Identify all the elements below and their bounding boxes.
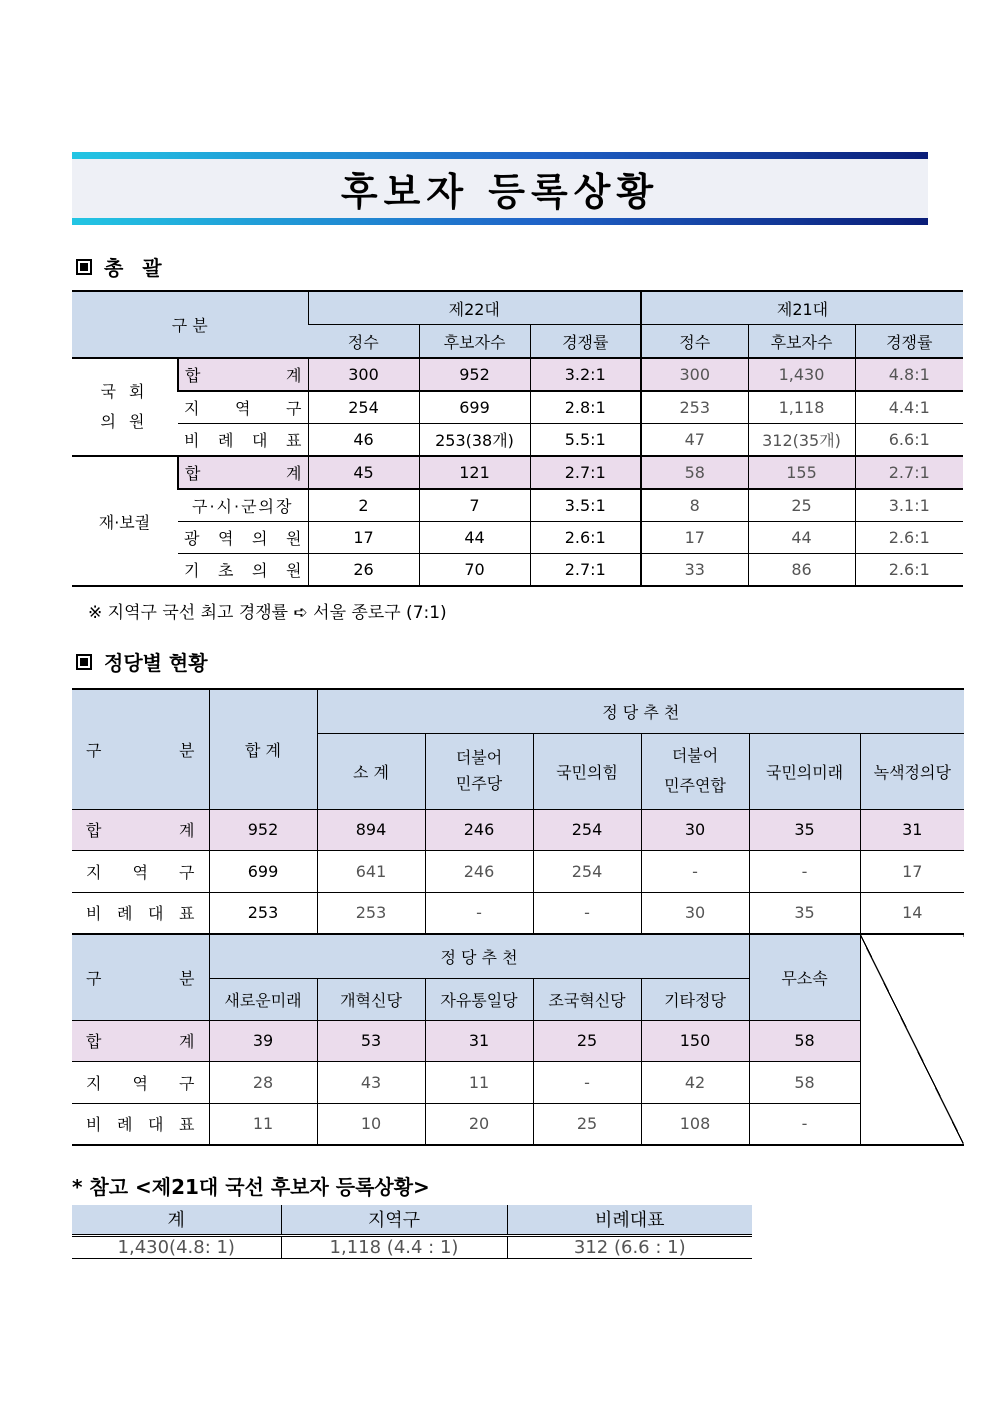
- reference-value-district: 1,118 (4.4 : 1): [281, 1235, 507, 1258]
- table-cell: 1,430: [748, 358, 855, 391]
- summary-header-21st: 제21대: [641, 291, 963, 325]
- table-cell: 2.7:1: [530, 554, 641, 587]
- title-top-bar: [72, 152, 928, 159]
- table-cell: 10: [317, 1103, 425, 1145]
- table-cell: 246: [425, 809, 533, 850]
- table-cell: 3.2:1: [530, 358, 641, 391]
- table-cell: 35: [749, 892, 860, 934]
- party-header-recommend-2: 정 당 추 천: [209, 934, 749, 978]
- title-bottom-bar: [72, 218, 928, 225]
- table-row-label: 합 계: [72, 1020, 209, 1061]
- table-cell: 2.7:1: [855, 456, 963, 489]
- reference-value-proportional: 312 (6.6 : 1): [507, 1235, 752, 1258]
- party-header-subtotal: 소 계: [317, 733, 425, 809]
- group-national-line2: 의 원: [100, 412, 149, 431]
- table-cell: 1,118: [748, 391, 855, 424]
- table-row-label: 지 역 구: [178, 391, 308, 424]
- section-summary-title: 총 괄: [104, 256, 168, 280]
- table-cell: 8: [641, 489, 748, 522]
- table-row-label: 구·시·군의장: [178, 489, 308, 522]
- table-cell: 45: [308, 456, 419, 489]
- table-row-label: 지 역 구: [72, 850, 209, 892]
- table-cell: 70: [419, 554, 530, 587]
- party-header-category-2: 구 분: [72, 934, 209, 1020]
- table-cell: 25: [748, 489, 855, 522]
- table-cell: 31: [860, 809, 964, 850]
- table-row-label: 광 역 의 원: [178, 522, 308, 554]
- section-summary-heading: [76, 252, 168, 281]
- table-cell: 5.5:1: [530, 424, 641, 457]
- party-header-total: 합 계: [209, 689, 317, 809]
- table-row-label: 합 계: [72, 809, 209, 850]
- table-row-label: 기 초 의 원: [178, 554, 308, 587]
- table-cell: 31: [425, 1020, 533, 1061]
- table-cell: 150: [641, 1020, 749, 1061]
- summary-header-candidates-22: 후보자수: [419, 325, 530, 359]
- table-row-label: 비 례 대 표: [72, 892, 209, 934]
- table-cell: 58: [749, 1020, 860, 1061]
- table-cell: -: [641, 850, 749, 892]
- table-cell: 7: [419, 489, 530, 522]
- table-cell: 2.6:1: [530, 522, 641, 554]
- table-cell: 2.7:1: [530, 456, 641, 489]
- table-cell: -: [533, 1061, 641, 1103]
- table-cell: 39: [209, 1020, 317, 1061]
- party-header-democratic-alliance: 더불어 민주연합: [641, 733, 749, 809]
- table-cell: 4.8:1: [855, 358, 963, 391]
- table-cell: 28: [209, 1061, 317, 1103]
- summary-header-seats-22: 정수: [308, 325, 419, 359]
- table-cell: 30: [641, 809, 749, 850]
- party-header-democratic: 더불어 민주당: [425, 733, 533, 809]
- table-cell: 2.8:1: [530, 391, 641, 424]
- summary-header-seats-21: 정수: [641, 325, 748, 359]
- party-table: [72, 688, 964, 1146]
- table-cell: 699: [419, 391, 530, 424]
- summary-header-22nd: 제22대: [308, 291, 641, 325]
- page-title: 후보자 등록상황: [340, 170, 660, 214]
- summary-header-category: 구 분: [72, 291, 308, 358]
- square-bullet-icon: [76, 654, 92, 670]
- reference-header-district: 지역구: [281, 1205, 507, 1235]
- table-cell: -: [425, 892, 533, 934]
- party-header-ppp: 국민의힘: [533, 733, 641, 809]
- title-banner: [72, 152, 928, 225]
- table-row-label: 합 계: [178, 456, 308, 489]
- table-cell: 46: [308, 424, 419, 457]
- table-cell: 58: [749, 1061, 860, 1103]
- table-cell: 25: [533, 1103, 641, 1145]
- table-row-label: 지 역 구: [72, 1061, 209, 1103]
- summary-note-prefix: ※ 지역구 국선 최고 경쟁률 ➪: [88, 603, 314, 623]
- party-header-independent: 무소속: [749, 934, 860, 1020]
- summary-header-candidates-21: 후보자수: [748, 325, 855, 359]
- table-cell: 35: [749, 809, 860, 850]
- table-cell: -: [749, 1103, 860, 1145]
- table-cell: 108: [641, 1103, 749, 1145]
- diagonal-empty-cell: [860, 934, 964, 1145]
- table-cell: 254: [308, 391, 419, 424]
- table-cell: 894: [317, 809, 425, 850]
- party-header-new-future: 새로운미래: [209, 978, 317, 1020]
- table-cell: 14: [860, 892, 964, 934]
- table-cell: 641: [317, 850, 425, 892]
- group-national-line1: 국 회: [100, 382, 149, 401]
- table-cell: 253(38개): [419, 424, 530, 457]
- table-cell: 47: [641, 424, 748, 457]
- party-header-reform: 개혁신당: [317, 978, 425, 1020]
- table-cell: 155: [748, 456, 855, 489]
- summary-note: [88, 598, 447, 623]
- table-cell: 121: [419, 456, 530, 489]
- table-cell: 42: [641, 1061, 749, 1103]
- table-cell: 2: [308, 489, 419, 522]
- reference-header-total: 계: [72, 1205, 281, 1235]
- summary-header-ratio-22: 경쟁률: [530, 325, 641, 359]
- table-cell: 254: [533, 809, 641, 850]
- party-header-other: 기타정당: [641, 978, 749, 1020]
- summary-table: [72, 290, 963, 587]
- table-cell: 2.6:1: [855, 554, 963, 587]
- table-cell: 30: [641, 892, 749, 934]
- summary-header-ratio-21: 경쟁률: [855, 325, 963, 359]
- group-byelection: 재·보궐: [72, 456, 178, 586]
- party-header-recommend: 정 당 추 천: [317, 689, 964, 733]
- table-cell: 312(35개): [748, 424, 855, 457]
- reference-value-total: 1,430(4.8: 1): [117, 1236, 235, 1258]
- table-cell: 25: [533, 1020, 641, 1061]
- table-cell: 86: [748, 554, 855, 587]
- reference-header-proportional: 비례대표: [507, 1205, 752, 1235]
- table-cell: 246: [425, 850, 533, 892]
- reference-heading: * 참고 <제21대 국선 후보자 등록상황>: [72, 1175, 430, 1199]
- section-party-heading: [76, 647, 208, 676]
- table-cell: 11: [209, 1103, 317, 1145]
- table-cell: 44: [748, 522, 855, 554]
- table-row-label: 비 례 대 표: [72, 1103, 209, 1145]
- table-cell: 254: [533, 850, 641, 892]
- table-cell: 253: [641, 391, 748, 424]
- square-bullet-icon: [76, 259, 92, 275]
- party-header-future: 국민의미래: [749, 733, 860, 809]
- table-cell: 2.6:1: [855, 522, 963, 554]
- reference-table: [72, 1205, 752, 1259]
- table-cell: 44: [419, 522, 530, 554]
- table-cell: 300: [308, 358, 419, 391]
- table-cell: 6.6:1: [855, 424, 963, 457]
- table-cell: 952: [209, 809, 317, 850]
- table-cell: 17: [641, 522, 748, 554]
- table-cell: 253: [317, 892, 425, 934]
- table-cell: 20: [425, 1103, 533, 1145]
- party-header-liberty-unification: 자유통일당: [425, 978, 533, 1020]
- table-cell: 43: [317, 1061, 425, 1103]
- table-row-label: 비 례 대 표: [178, 424, 308, 457]
- section-party-title: 정당별 현황: [104, 651, 208, 675]
- table-cell: 300: [641, 358, 748, 391]
- table-cell: 3.5:1: [530, 489, 641, 522]
- table-cell: 699: [209, 850, 317, 892]
- table-cell: 53: [317, 1020, 425, 1061]
- title-box: [72, 159, 928, 218]
- table-cell: 17: [860, 850, 964, 892]
- table-cell: 17: [308, 522, 419, 554]
- table-row-label: 합 계: [178, 358, 308, 391]
- table-cell: 11: [425, 1061, 533, 1103]
- table-cell: 952: [419, 358, 530, 391]
- table-cell: -: [533, 892, 641, 934]
- party-header-green-justice: 녹색정의당: [860, 733, 964, 809]
- table-cell: 58: [641, 456, 748, 489]
- table-cell: -: [749, 850, 860, 892]
- table-cell: 33: [641, 554, 748, 587]
- table-cell: 253: [209, 892, 317, 934]
- party-header-rebuilding-korea: 조국혁신당: [533, 978, 641, 1020]
- table-cell: 3.1:1: [855, 489, 963, 522]
- party-header-category: 구 분: [72, 689, 209, 809]
- table-cell: 4.4:1: [855, 391, 963, 424]
- table-cell: 26: [308, 554, 419, 587]
- group-national-assembly: [72, 358, 178, 456]
- summary-note-value: 서울 종로구 (7:1): [313, 603, 447, 623]
